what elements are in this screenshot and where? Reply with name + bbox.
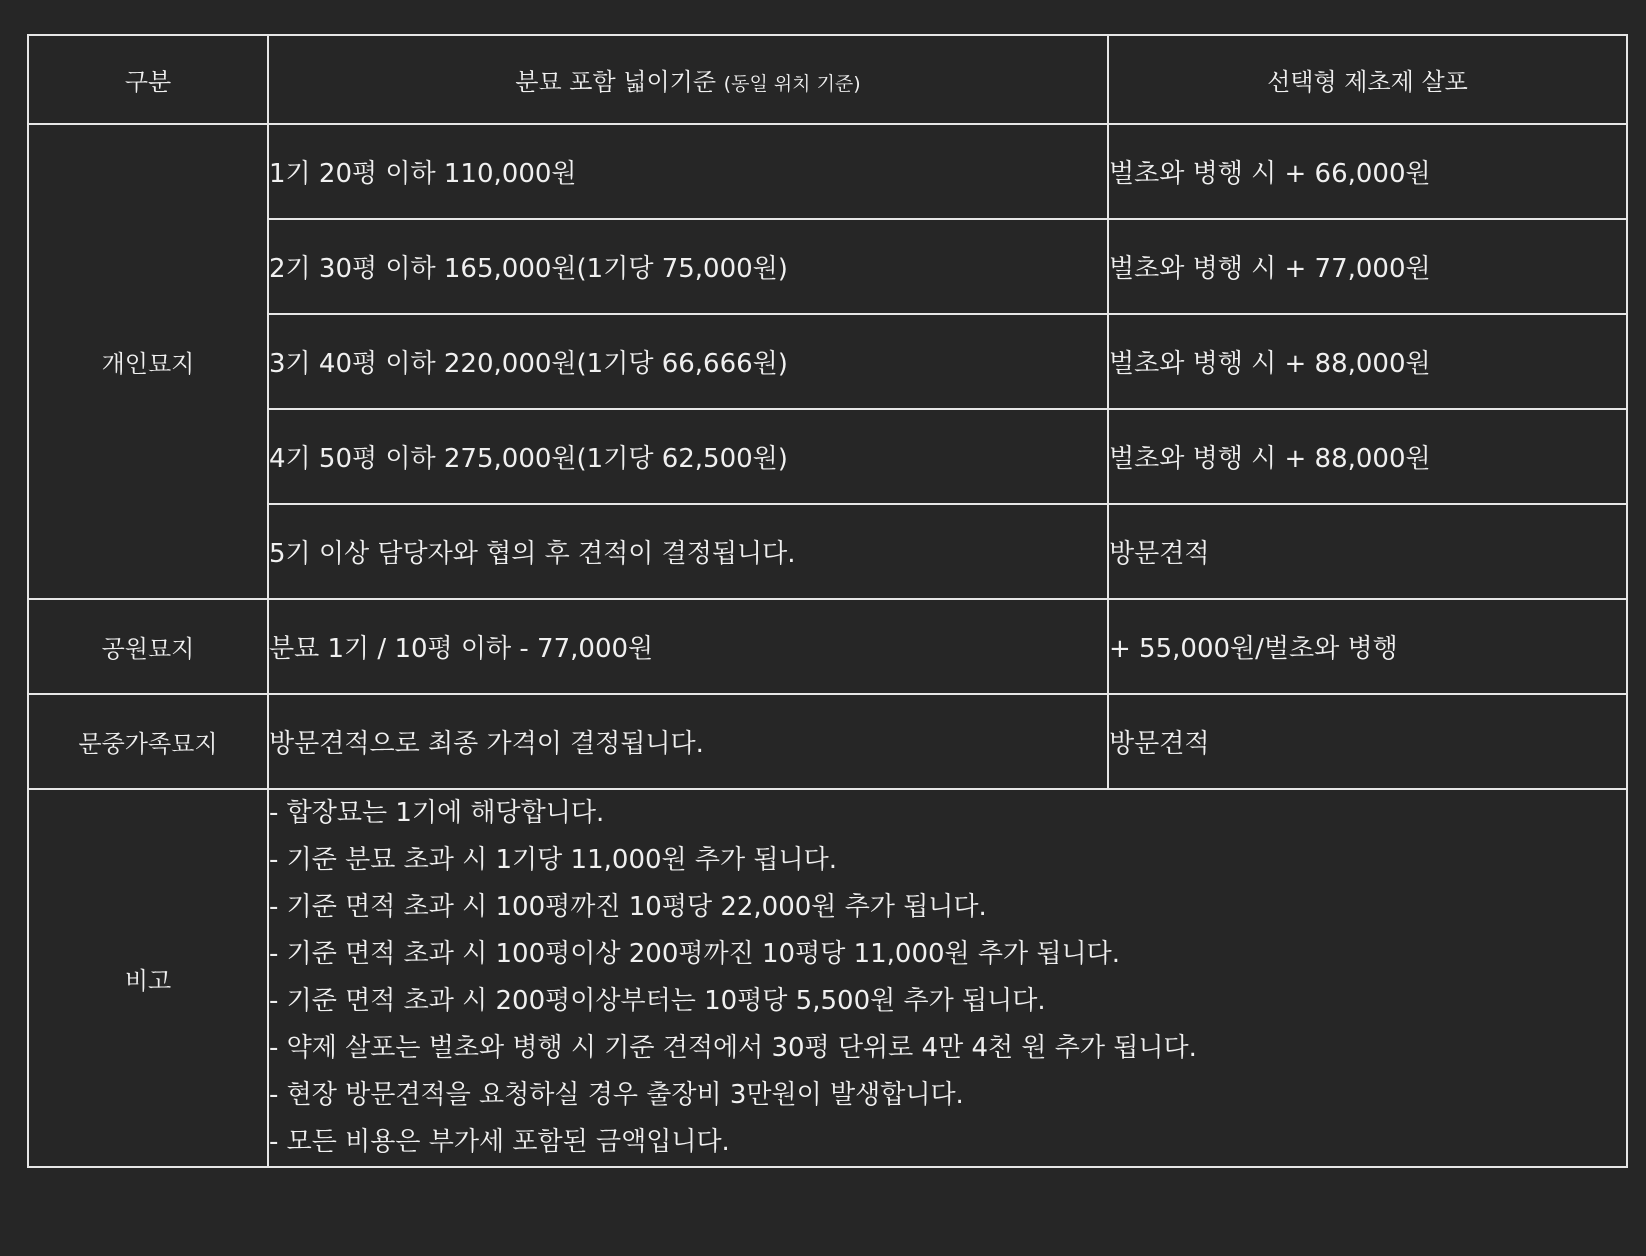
- park-extra: + 55,000원/벌초와 병행: [1108, 599, 1627, 694]
- price-table: [27, 34, 1628, 1168]
- price-table-container: [27, 34, 1626, 1168]
- category-family: 문중가족묘지: [28, 694, 268, 789]
- header-area: [268, 35, 1108, 124]
- note-item: - 기준 분묘 초과 시 1기당 11,000원 추가 됩니다.: [269, 845, 838, 875]
- individual-price-2: 2기 30평 이하 165,000원(1기당 75,000원): [268, 219, 1108, 314]
- table-row: [28, 694, 1627, 789]
- header-area-main: 분묘 포함 넓이기준: [515, 68, 717, 96]
- table-row: [28, 124, 1627, 219]
- category-notes: 비고: [28, 789, 268, 1167]
- table-header-row: [28, 35, 1627, 124]
- table-row: [28, 219, 1627, 314]
- individual-price-4: 4기 50평 이하 275,000원(1기당 62,500원): [268, 409, 1108, 504]
- individual-extra-3: 벌초와 병행 시 + 88,000원: [1108, 314, 1627, 409]
- category-individual: 개인묘지: [28, 124, 268, 599]
- individual-extra-2: 벌초와 병행 시 + 77,000원: [1108, 219, 1627, 314]
- family-extra: 방문견적: [1108, 694, 1627, 789]
- park-price: 분묘 1기 / 10평 이하 - 77,000원: [268, 599, 1108, 694]
- note-item: - 현장 방문견적을 요청하실 경우 출장비 3만원이 발생합니다.: [269, 1080, 964, 1110]
- header-category: 구분: [28, 35, 268, 124]
- note-item: - 기준 면적 초과 시 100평까진 10평당 22,000원 추가 됩니다.: [269, 892, 987, 922]
- table-row: [28, 789, 1627, 1167]
- individual-price-1: 1기 20평 이하 110,000원: [268, 124, 1108, 219]
- table-row: [28, 504, 1627, 599]
- header-herbicide: 선택형 제초제 살포: [1108, 35, 1627, 124]
- individual-price-5: 5기 이상 담당자와 협의 후 견적이 결정됩니다.: [268, 504, 1108, 599]
- note-item: - 합장묘는 1기에 해당합니다.: [269, 798, 605, 828]
- table-row: [28, 314, 1627, 409]
- note-item: - 모든 비용은 부가세 포함된 금액입니다.: [269, 1127, 730, 1157]
- note-item: - 약제 살포는 벌초와 병행 시 기준 견적에서 30평 단위로 4만 4천 원 추가 됩니다.: [269, 1033, 1197, 1063]
- note-item: - 기준 면적 초과 시 200평이상부터는 10평당 5,500원 추가 됩니다.: [269, 986, 1046, 1016]
- table-row: [28, 599, 1627, 694]
- notes-list: [268, 789, 1627, 1167]
- family-price: 방문견적으로 최종 가격이 결정됩니다.: [268, 694, 1108, 789]
- note-item: - 기준 면적 초과 시 100평이상 200평까진 10평당 11,000원 추가 됩니다.: [269, 939, 1121, 969]
- header-area-sub: (동일 위치 기준): [723, 73, 861, 95]
- individual-extra-4: 벌초와 병행 시 + 88,000원: [1108, 409, 1627, 504]
- table-row: [28, 409, 1627, 504]
- individual-extra-5: 방문견적: [1108, 504, 1627, 599]
- individual-extra-1: 벌초와 병행 시 + 66,000원: [1108, 124, 1627, 219]
- individual-price-3: 3기 40평 이하 220,000원(1기당 66,666원): [268, 314, 1108, 409]
- category-park: 공원묘지: [28, 599, 268, 694]
